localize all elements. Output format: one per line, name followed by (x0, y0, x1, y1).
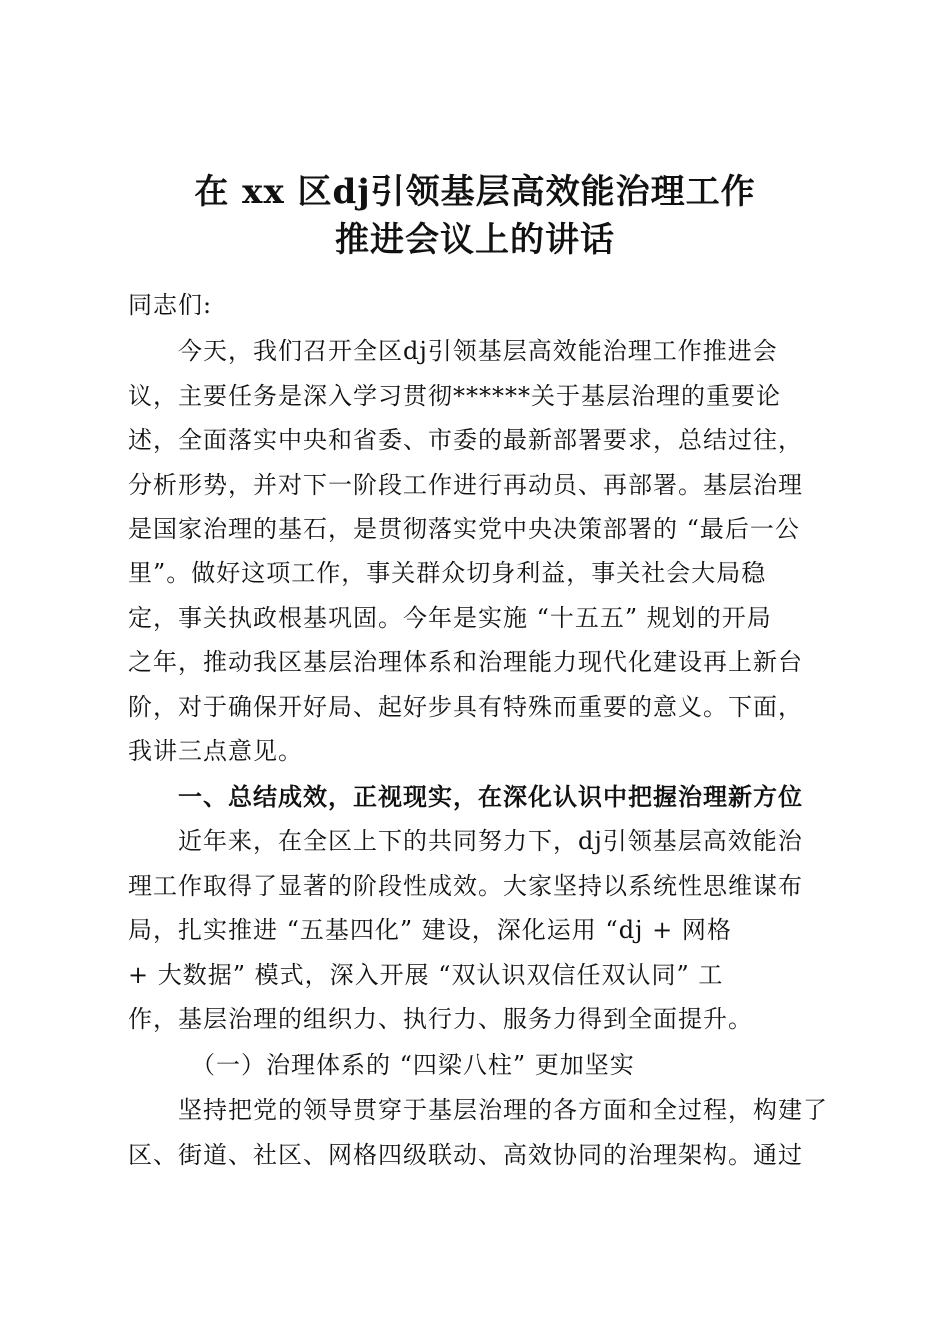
intro-line: 是国家治理的基石，是贯彻落实党中央决策部署的 “最后一公 (128, 515, 800, 543)
document-title-line-1: 在 xx 区dj引领基层高效能治理工作 (194, 172, 756, 212)
salutation: 同志们: (128, 291, 213, 319)
intro-line: 述，全面落实中央和省委、市委的最新部署要求，总结过往， (128, 426, 803, 454)
intro-line: 议，主要任务是深入学习贯彻******关于基层治理的重要论 (128, 382, 781, 410)
body-line: 坚持把党的领导贯穿于基层治理的各方面和全过程，构建了 (128, 1096, 828, 1124)
intro-line: 之年，推动我区基层治理体系和治理能力现代化建设再上新台 (128, 648, 803, 676)
intro-line: 定，事关执政根基巩固。今年是实施 “十五五” 规划的开局 (128, 604, 772, 632)
body-line: 区、街道、社区、网格四级联动、高效协同的治理架构。通过 (128, 1141, 803, 1169)
subsection-heading: （一）治理体系的 “四梁八柱” 更加坚实 (128, 1051, 635, 1079)
section-heading: 一、总结成效，正视现实，在深化认识中把握治理新方位 (128, 782, 803, 811)
intro-line: 我讲三点意见。 (128, 737, 303, 765)
intro-line: 分析形势，并对下一阶段工作进行再动员、再部署。基层治理 (128, 471, 803, 499)
intro-line: 里”。做好这项工作，事关群众切身利益，事关社会大局稳 (128, 559, 767, 587)
body-line: 近年来，在全区上下的共同努力下，dj引领基层高效能治 (128, 827, 803, 855)
intro-line: 阶，对于确保开好局、起好步具有特殊而重要的意义。下面， (128, 693, 803, 721)
body-line: 作，基层治理的组织力、执行力、服务力得到全面提升。 (128, 1005, 753, 1033)
body-line: 理工作取得了显著的阶段性成效。大家坚持以系统性思维谋布 (128, 872, 803, 900)
body-line: 局，扎实推进 “五基四化” 建设，深化运用 “dj + 网格 (128, 916, 732, 944)
body-line: + 大数据” 模式，深入开展 “双认识双信任双认同” 工 (128, 961, 724, 989)
document-title-line-2: 推进会议上的讲话 (335, 220, 615, 260)
intro-line: 今天，我们召开全区dj引领基层高效能治理工作推进会 (128, 337, 778, 365)
